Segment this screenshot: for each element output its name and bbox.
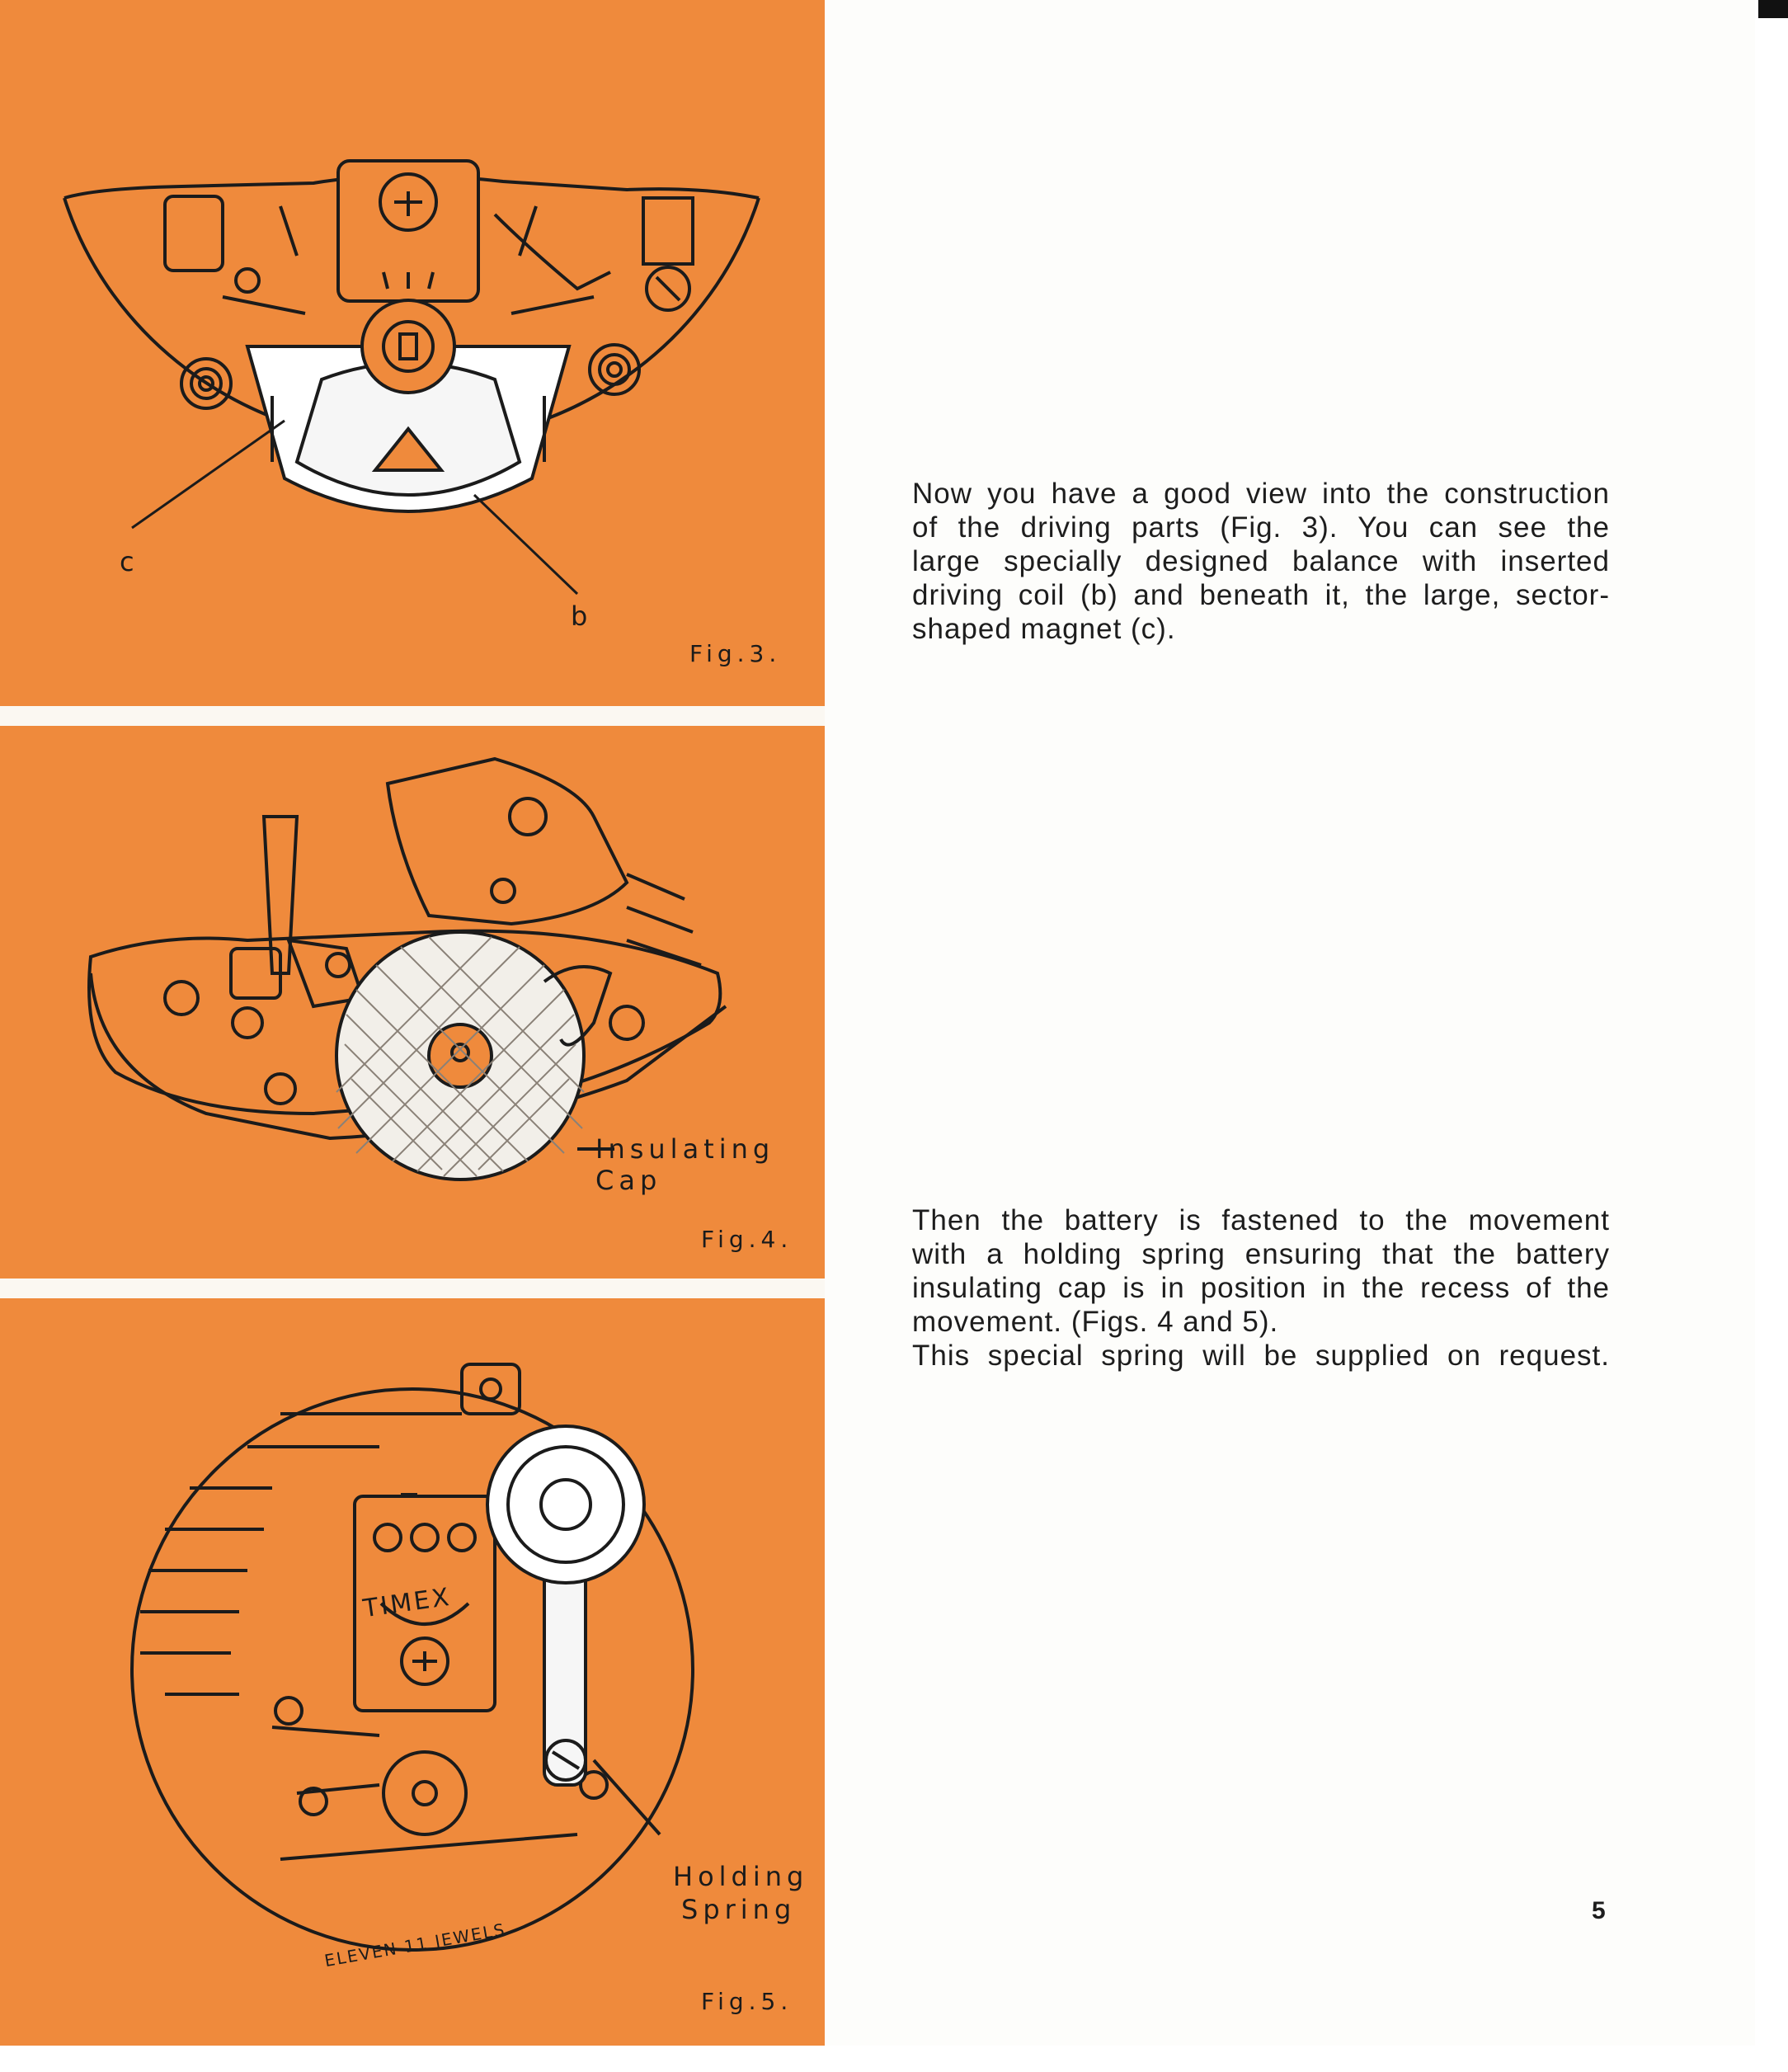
label-b: b xyxy=(571,600,593,632)
paragraph-line: with a holding spring ensuring that the battery xyxy=(912,1238,1610,1270)
figure-4-panel xyxy=(0,726,825,1279)
paragraph-line: insulating cap is in position in the recess of the xyxy=(912,1272,1610,1304)
paragraph-line: shaped magnet (c). xyxy=(912,613,1176,645)
paragraph-line: movement. (Figs. 4 and 5). xyxy=(912,1306,1279,1338)
paragraph-line: Now you have a good view into the construction xyxy=(912,478,1610,510)
paragraph-line: of the driving parts (Fig. 3). You can see the xyxy=(912,511,1610,544)
panel-divider xyxy=(0,706,825,726)
paragraph-line: This special spring will be supplied on request. xyxy=(912,1340,1610,1372)
paragraph-driving-parts xyxy=(912,477,1610,646)
figure-3-panel xyxy=(0,0,825,706)
figure-5-panel xyxy=(0,1298,825,2046)
engraving-eleven-jewels: ELEVEN 11 JEWELS xyxy=(322,1919,508,1971)
paragraph-line: Then the battery is fastened to the movement xyxy=(912,1204,1610,1236)
paragraph-battery xyxy=(912,1203,1610,1373)
paragraph-line: driving coil (b) and beneath it, the large, sector- xyxy=(912,579,1610,611)
paragraph-line: large specially designed balance with inserted xyxy=(912,545,1610,577)
figure-5-caption: Fig.5. xyxy=(701,1988,793,2015)
figure-4-caption: Fig.4. xyxy=(701,1226,793,1253)
label-insulating-cap: Insulating Cap xyxy=(595,1133,775,1196)
figure-3-movement-drawing xyxy=(0,0,825,706)
label-spring: Spring xyxy=(681,1894,797,1925)
engraving-timex: TIMEX xyxy=(361,1582,454,1624)
page-number: 5 xyxy=(1592,1897,1606,1924)
label-c: c xyxy=(120,546,139,577)
figure-5-holding-spring-drawing xyxy=(0,1298,825,2046)
scan-margin-bottom xyxy=(0,2046,1788,2072)
label-holding: Holding xyxy=(673,1861,809,1892)
panel-divider xyxy=(0,1279,825,1298)
scan-margin-right xyxy=(1755,0,1788,2072)
figure-3-caption: Fig.3. xyxy=(689,640,782,667)
scan-corner-mark xyxy=(1758,0,1788,18)
